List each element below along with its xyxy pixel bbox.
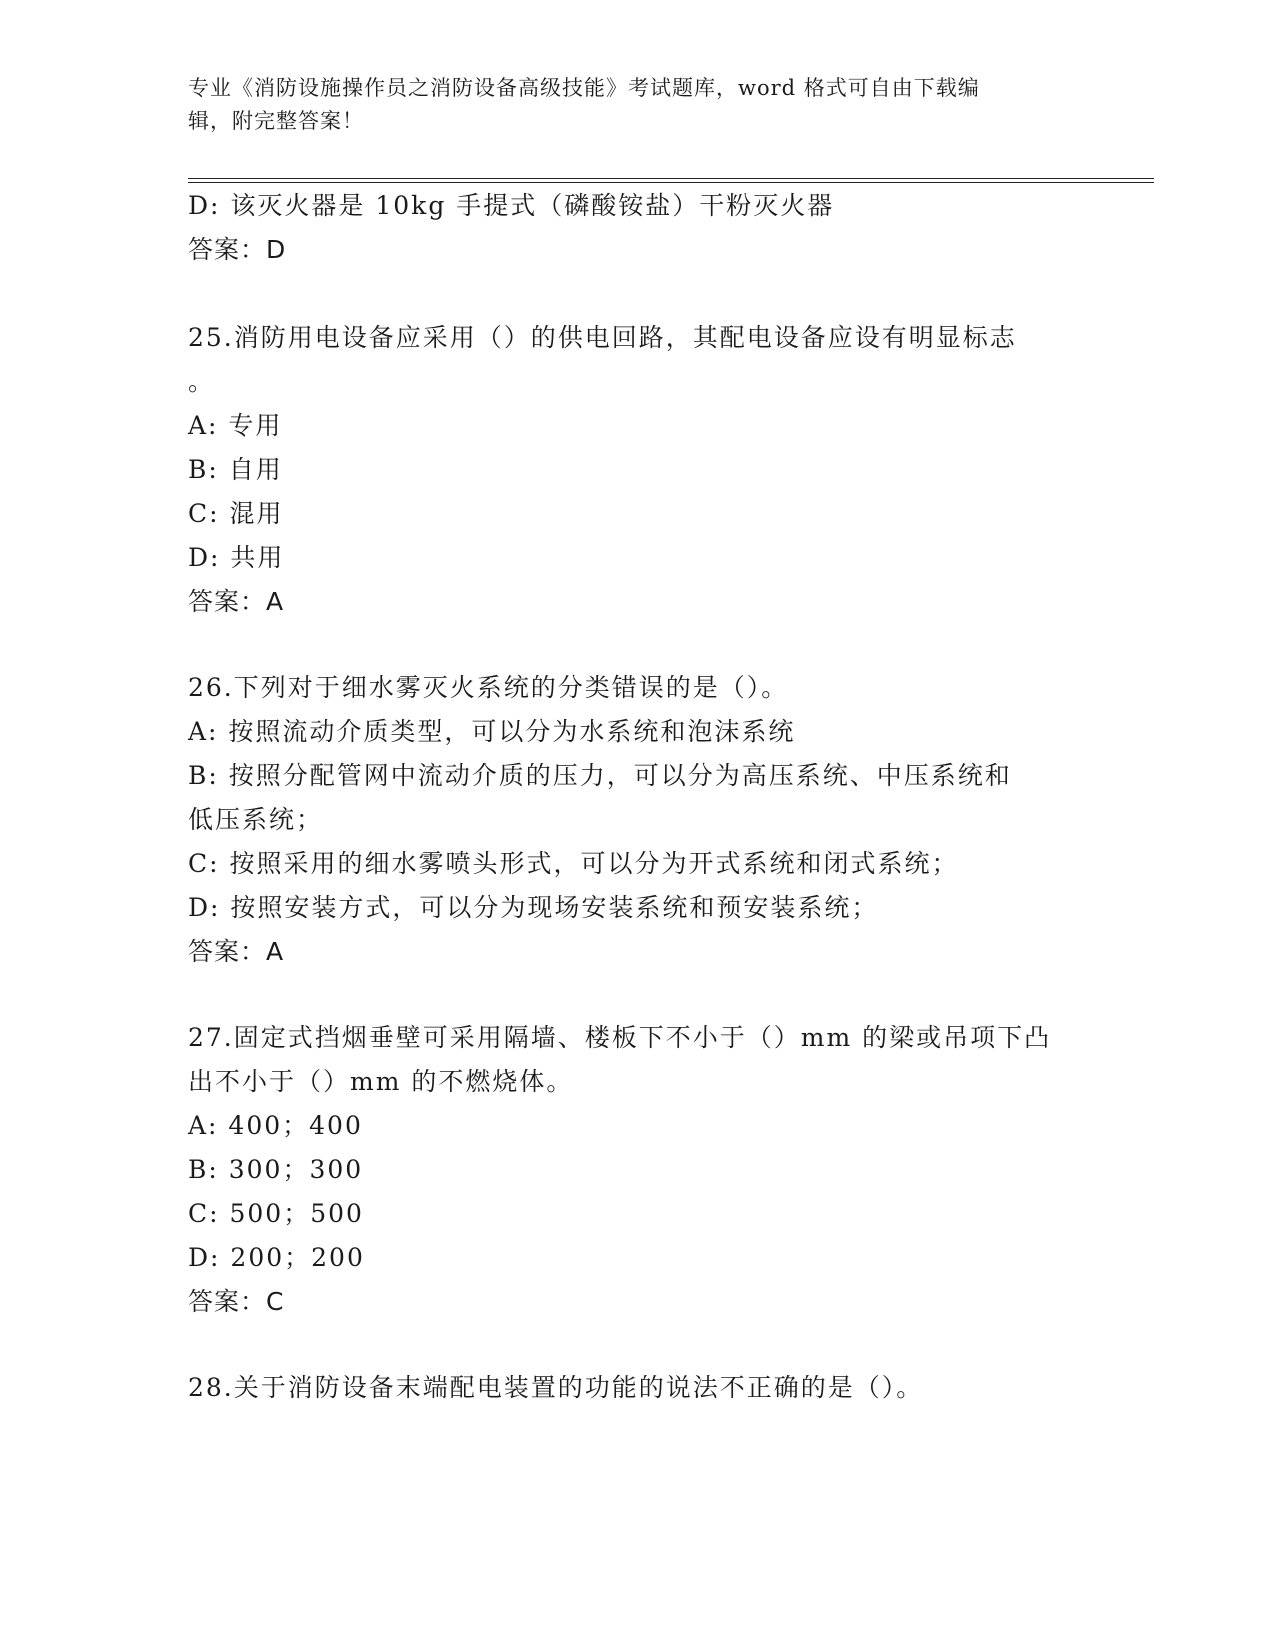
q25-option-a: A: 专用 [188, 411, 283, 440]
q25-option-c: C: 混用 [188, 499, 284, 528]
q25-answer: 答案：A [188, 587, 285, 616]
q27-stem-line-1: 27.固定式挡烟垂壁可采用隔墙、楼板下不小于（）mm 的梁或吊项下凸 [188, 1023, 1052, 1052]
prev-answer: 答案：D [188, 235, 287, 264]
q26-stem: 26.下列对于细水雾灭火系统的分类错误的是（）。 [188, 673, 789, 702]
header-divider-bottom [188, 182, 1154, 183]
q26-option-c: C: 按照采用的细水雾喷头形式，可以分为开式系统和闭式系统； [188, 849, 959, 878]
q26-option-a: A: 按照流动介质类型，可以分为水系统和泡沫系统 [188, 717, 796, 746]
q27-option-c: C: 500；500 [188, 1199, 364, 1228]
q25-stem-line-2: 。 [188, 367, 216, 396]
q27-option-a: A: 400；400 [188, 1111, 363, 1140]
header-line-2: 辑，附完整答案！ [188, 109, 364, 133]
q27-answer: 答案：C [188, 1287, 285, 1316]
q26-option-b-line-2: 低压系统； [188, 805, 324, 834]
q26-answer: 答案：A [188, 937, 285, 966]
q28-stem: 28.关于消防设备末端配电装置的功能的说法不正确的是（）。 [188, 1373, 924, 1402]
q25-option-d: D: 共用 [188, 543, 285, 572]
q25-option-b: B: 自用 [188, 455, 283, 484]
q27-option-d: D: 200；200 [188, 1243, 365, 1272]
prev-option-d: D: 该灭火器是 10kg 手提式（磷酸铵盐）干粉灭火器 [188, 191, 835, 220]
document-header [188, 72, 1068, 138]
header-line-1: 专业《消防设施操作员之消防设备高级技能》考试题库，word 格式可自由下载编 [188, 76, 980, 100]
q27-option-b: B: 300；300 [188, 1155, 364, 1184]
q27-stem-line-2: 出不小于（）mm 的不燃烧体。 [188, 1067, 574, 1096]
q26-option-d: D: 按照安装方式，可以分为现场安装系统和预安装系统； [188, 893, 879, 922]
header-divider-top [188, 178, 1154, 179]
q25-stem-line-1: 25.消防用电设备应采用（）的供电回路，其配电设备应设有明显标志 [188, 323, 1017, 352]
q26-option-b-line-1: B: 按照分配管网中流动介质的压力，可以分为高压系统、中压系统和 [188, 761, 1012, 790]
